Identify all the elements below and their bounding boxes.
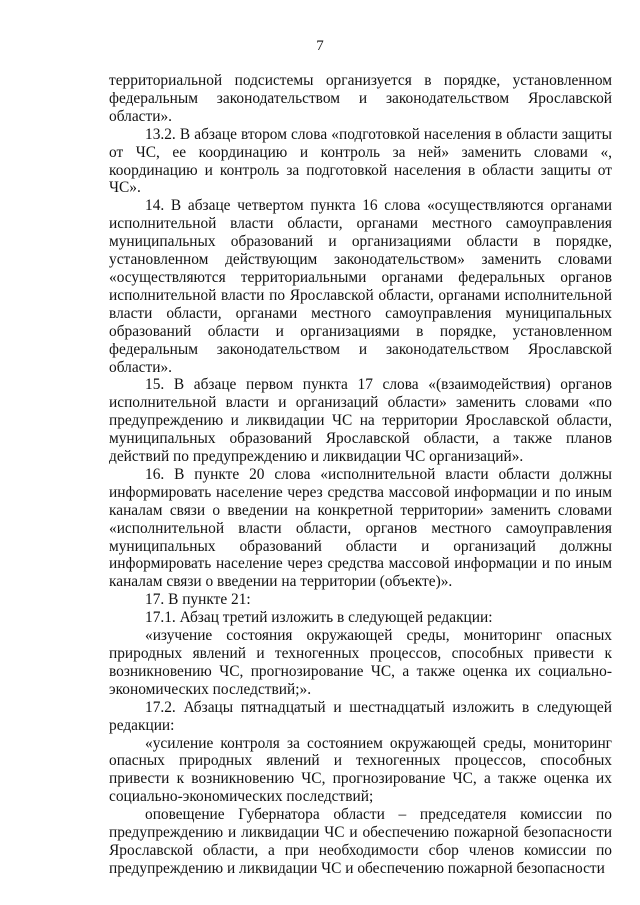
paragraph: 17.1. Абзац третий изложить в следующей редакции:	[145, 609, 493, 627]
page-number: 7	[316, 38, 324, 54]
paragraph: территориальной подсистемы организуется в порядке, установленном федеральным законодательством и законодательством Ярославской области».	[109, 72, 612, 125]
paragraph: 17. В пункте 21:	[145, 591, 251, 609]
paragraph: 16. В пункте 20 слова «исполнительной власти области должны информировать население через средства массовой информации и по иным каналам связи о введении на конкретной территории» заменить словами «исполнительной власти области, органов местного самоуправления муниципальных образований области и организаций должны информировать население через средства массовой информации и по иным каналам связи о введении на территории (объекте)».	[109, 465, 612, 591]
paragraph: 17.2. Абзацы пятнадцатый и шестнадцатый изложить в следующей редакции:	[109, 698, 612, 734]
paragraph: «изучение состояния окружающей среды, мониторинг опасных природных явлений и техногенных процессов, способных привести к возникновению ЧС, прогнозирование ЧС, а также оценка их социально-экономических последствий;».	[109, 627, 612, 698]
paragraph: 15. В абзаце первом пункта 17 слова «(взаимодействия) органов исполнительной власти и организаций области» заменить словами «по предупреждению и ликвидации ЧС на территории Ярославской области, муниципальных образований Ярославской области, а также планов действий по предупреждению и ликвидации ЧС организаций».	[109, 376, 612, 466]
paragraph: 14. В абзаце четвертом пункта 16 слова «осуществляются органами исполнительной власти области, органами местного самоуправления муниципальных образований и организациями области в порядке, установленном действующим законодательством» заменить словами «осуществляются территориальными органами федеральных органов исполнительной власти по Ярославской области, органами исполнительной власти области, органами местного самоуправления муниципальных образований области и организациями в порядке, установленном федеральным законодательством и законодательством Ярославской области».	[109, 197, 612, 376]
paragraph: «усиление контроля за состоянием окружающей среды, мониторинг опасных природных явлений и техногенных процессов, способных привести к возникновению ЧС, прогнозирование ЧС, а также оценка их социально-экономических последствий;	[109, 734, 612, 806]
paragraph: оповещение Губернатора области – председателя комиссии по предупреждению и ликвидации ЧС и обеспечению пожарной безопасности Ярославской области, а при необходимости сбор членов комиссии по предупреждению и ликвидации ЧС и обеспечению пожарной безопасности	[109, 806, 612, 877]
paragraph: 13.2. В абзаце втором слова «подготовкой населения в области защиты от ЧС, ее координацию и контроль за ней» заменить словами «, координацию и контроль за подготовкой населения в области защиты от ЧС».	[109, 125, 612, 197]
document-body	[109, 72, 612, 878]
